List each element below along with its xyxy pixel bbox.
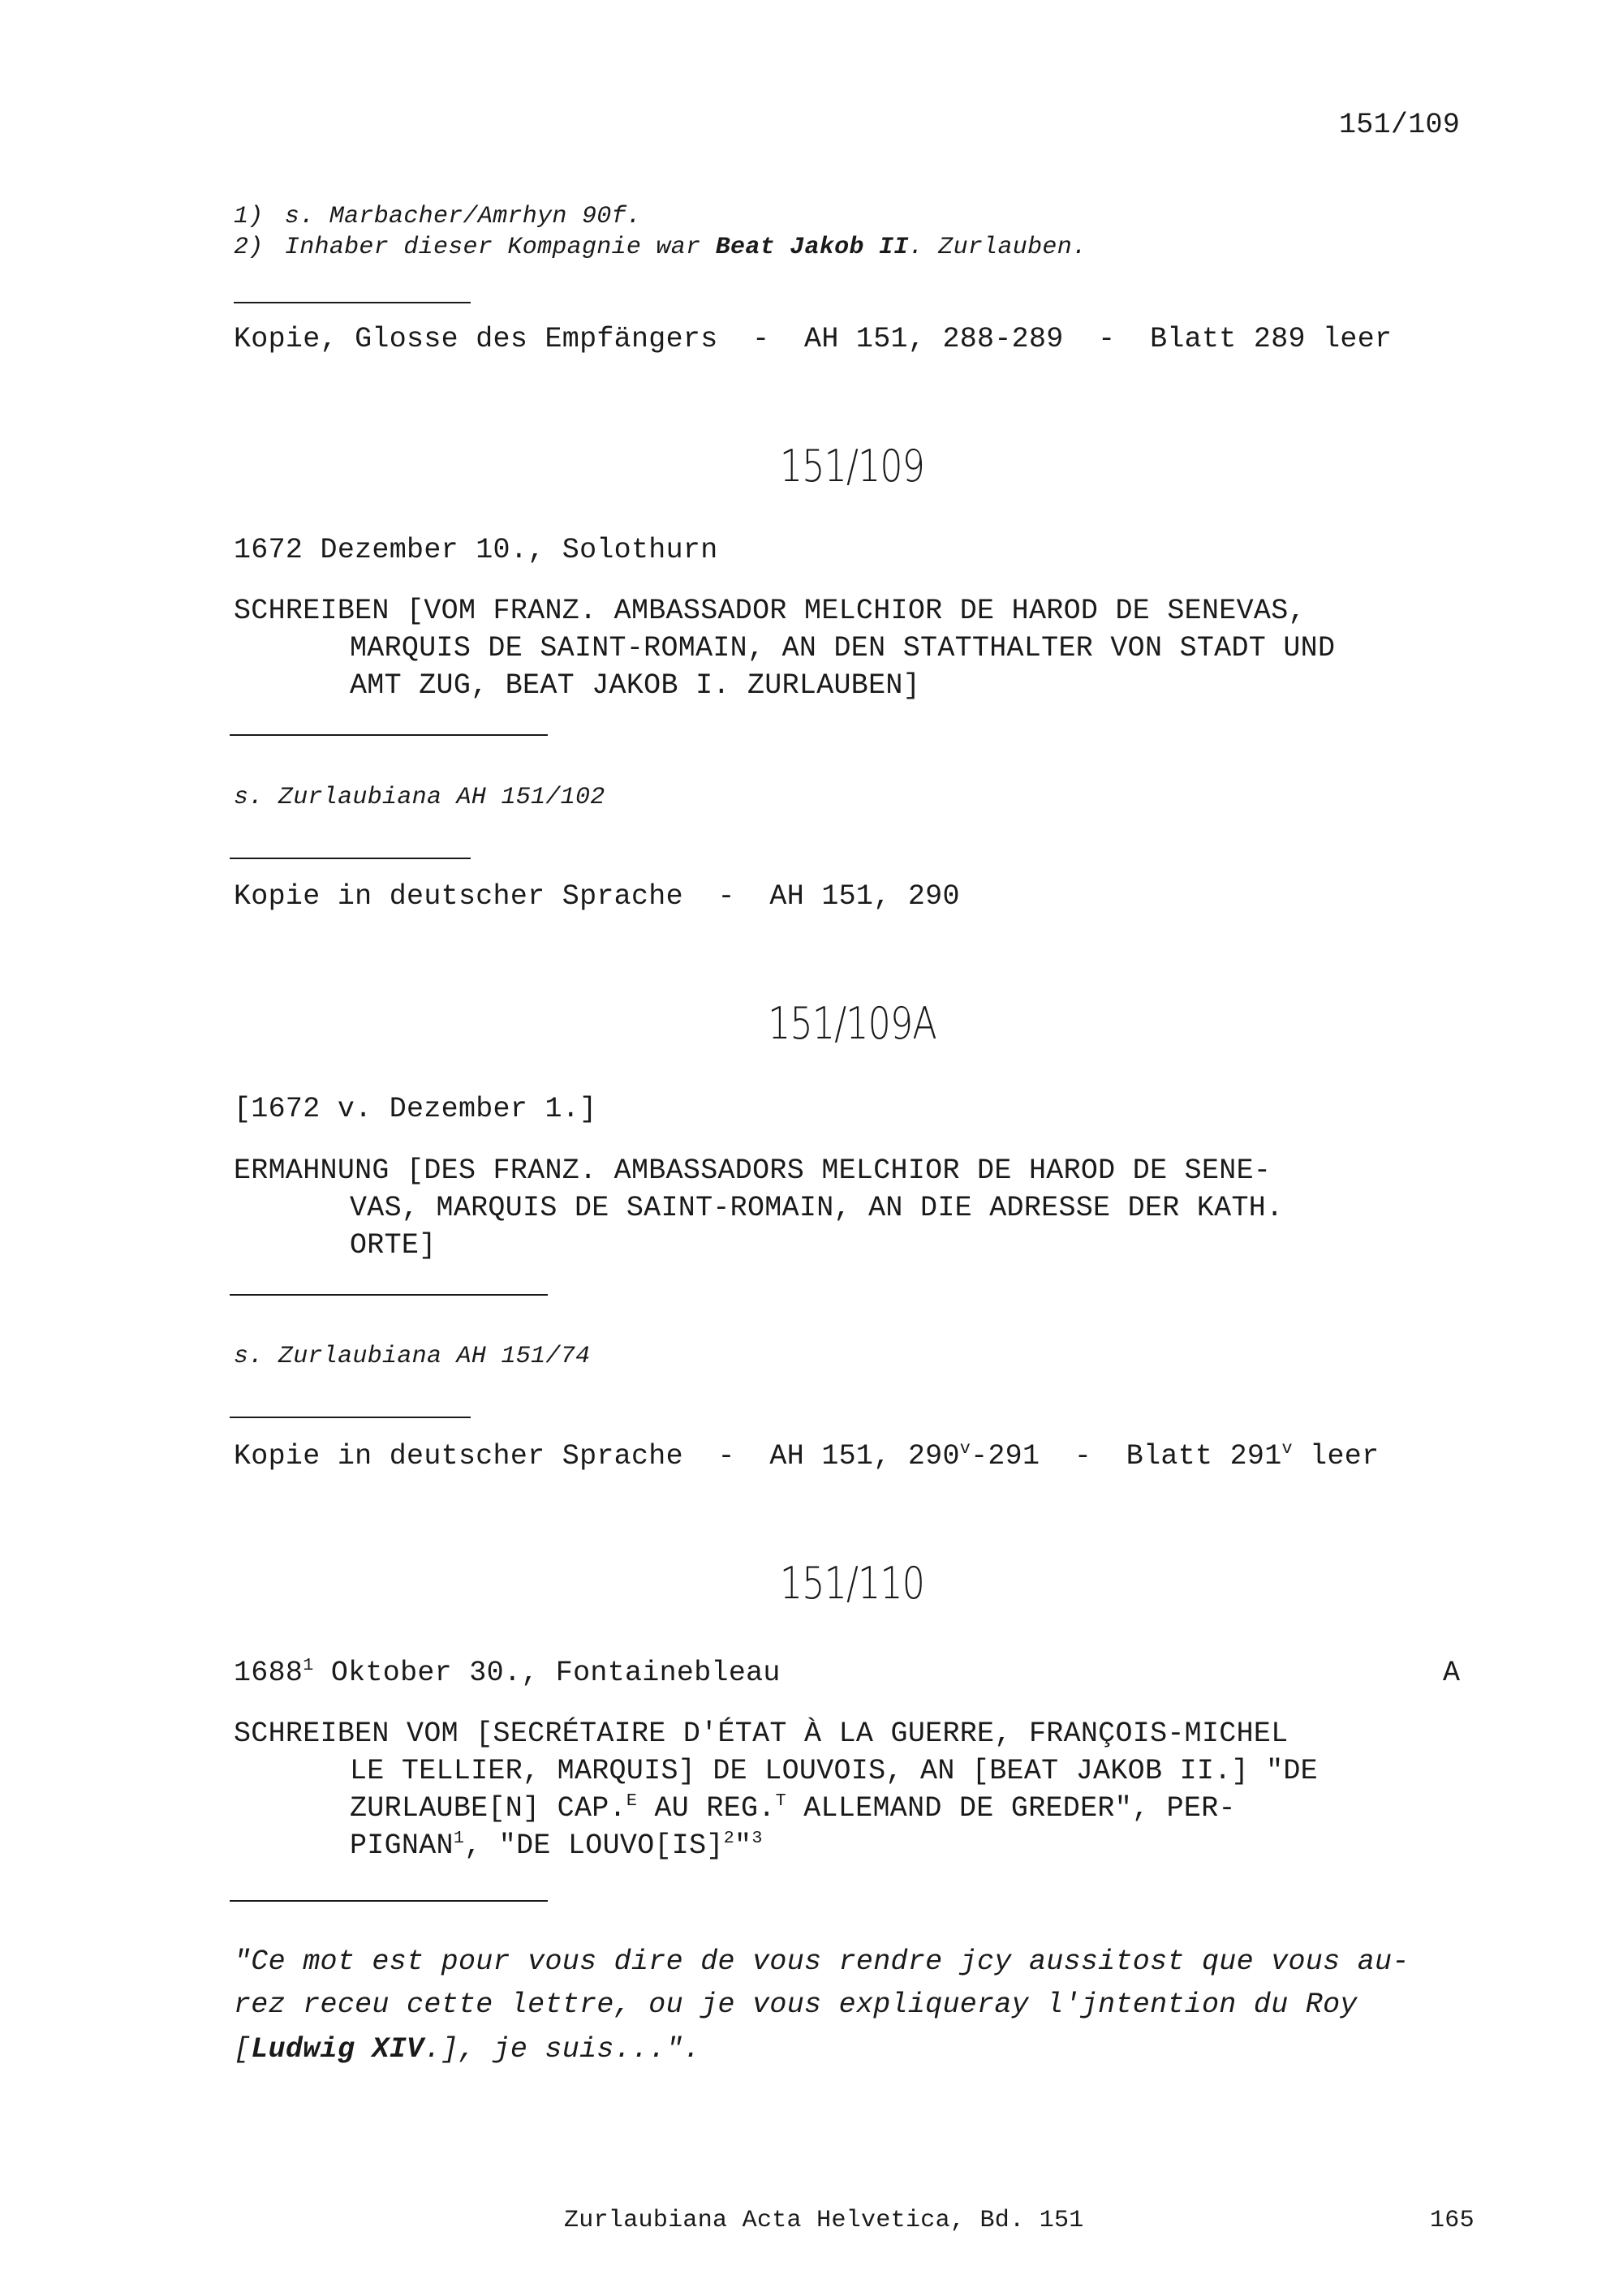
entry-source: Kopie in deutscher Sprache - AH 151, 290: [234, 880, 960, 913]
footer-page-number: 165: [1430, 2207, 1474, 2234]
entry-reference: s. Zurlaubiana AH 151/74: [234, 1343, 591, 1370]
entry-reference: s. Zurlaubiana AH 151/102: [234, 784, 605, 811]
entry-date: 1672 Dezember 10., Solothurn: [234, 534, 718, 566]
divider-rule: [230, 1294, 548, 1296]
entry-date: 1688$^1$ Oktober 30., Fontainebleau: [234, 1654, 781, 1689]
divider-rule: [230, 1417, 471, 1418]
entry-title-line-3: ZURLAUBE[N] CAP.$^E$ AU REG.$^T$ ALLEMAND DE GREDER", PER-: [350, 1790, 1236, 1825]
page-header-number: 151/109: [1339, 109, 1461, 141]
divider-rule: [230, 858, 471, 859]
entry-title-line-2: LE TELLIER, MARQUIS] DE LOUVOIS, AN [BEAT JAKOB II.] "DE: [350, 1755, 1318, 1787]
footnote-1-text: s. Marbacher/Amrhyn 90f.: [284, 203, 642, 230]
entry-marker: A: [1443, 1657, 1461, 1689]
entry-title-line-1: SCHREIBEN [VOM FRANZ. AMBASSADOR MELCHIOR DE HAROD DE SENEVAS,: [234, 595, 1306, 627]
entry-title-line-3: ORTE]: [350, 1229, 437, 1262]
entry-heading: 151/110: [779, 1558, 925, 1609]
footnote-1: [234, 203, 641, 230]
source-line: Kopie, Glosse des Empfängers - AH 151, 288-289 - Blatt 289 leer: [234, 323, 1393, 355]
footnote-2: [234, 234, 1087, 261]
entry-title-line-2: VAS, MARQUIS DE SAINT-ROMAIN, AN DIE ADRESSE DER KATH.: [350, 1192, 1284, 1224]
divider-rule: [230, 1900, 548, 1902]
entry-title-line-3: AMT ZUG, BEAT JAKOB I. ZURLAUBEN]: [350, 669, 921, 702]
quote-line-2: rez receu cette lettre, ou je vous expliqueray l'jntention du Roy: [234, 1989, 1358, 2021]
entry-title-line-2: MARQUIS DE SAINT-ROMAIN, AN DEN STATTHALTER VON STADT UND: [350, 632, 1336, 664]
divider-rule: [234, 302, 471, 303]
divider-rule: [230, 734, 548, 736]
entry-source: Kopie in deutscher Sprache - AH 151, 290$^v$-291 - Blatt 291$^v$ leer: [234, 1438, 1380, 1473]
quote-line-3: [Ludwig XIV.], je suis...".: [234, 2033, 701, 2066]
footnote-1-number: 1): [234, 203, 264, 230]
entry-heading: 151/109A: [768, 998, 936, 1049]
entry-title-line-1: ERMAHNUNG [DES FRANZ. AMBASSADORS MELCHIOR DE HAROD DE SENE-: [234, 1154, 1272, 1187]
entry-date: [1672 v. Dezember 1.]: [234, 1093, 597, 1125]
entry-title-line-4: PIGNAN$^1$, "DE LOUVO[IS]$^2$"$^3$: [350, 1827, 763, 1862]
entry-title-line-1: SCHREIBEN VOM [SECRÉTAIRE D'ÉTAT À LA GUERRE, FRANÇOIS-MICHEL: [234, 1718, 1289, 1750]
quote-line-1: "Ce mot est pour vous dire de vous rendre jcy aussitost que vous au-: [234, 1946, 1410, 1978]
footnote-2-text: Inhaber dieser Kompagnie war Beat Jakob II. Zurlauben.: [284, 234, 1087, 261]
footnote-2-number: 2): [234, 234, 264, 261]
footer-title: Zurlaubiana Acta Helvetica, Bd. 151: [564, 2207, 1084, 2234]
entry-heading: 151/109: [779, 441, 925, 492]
